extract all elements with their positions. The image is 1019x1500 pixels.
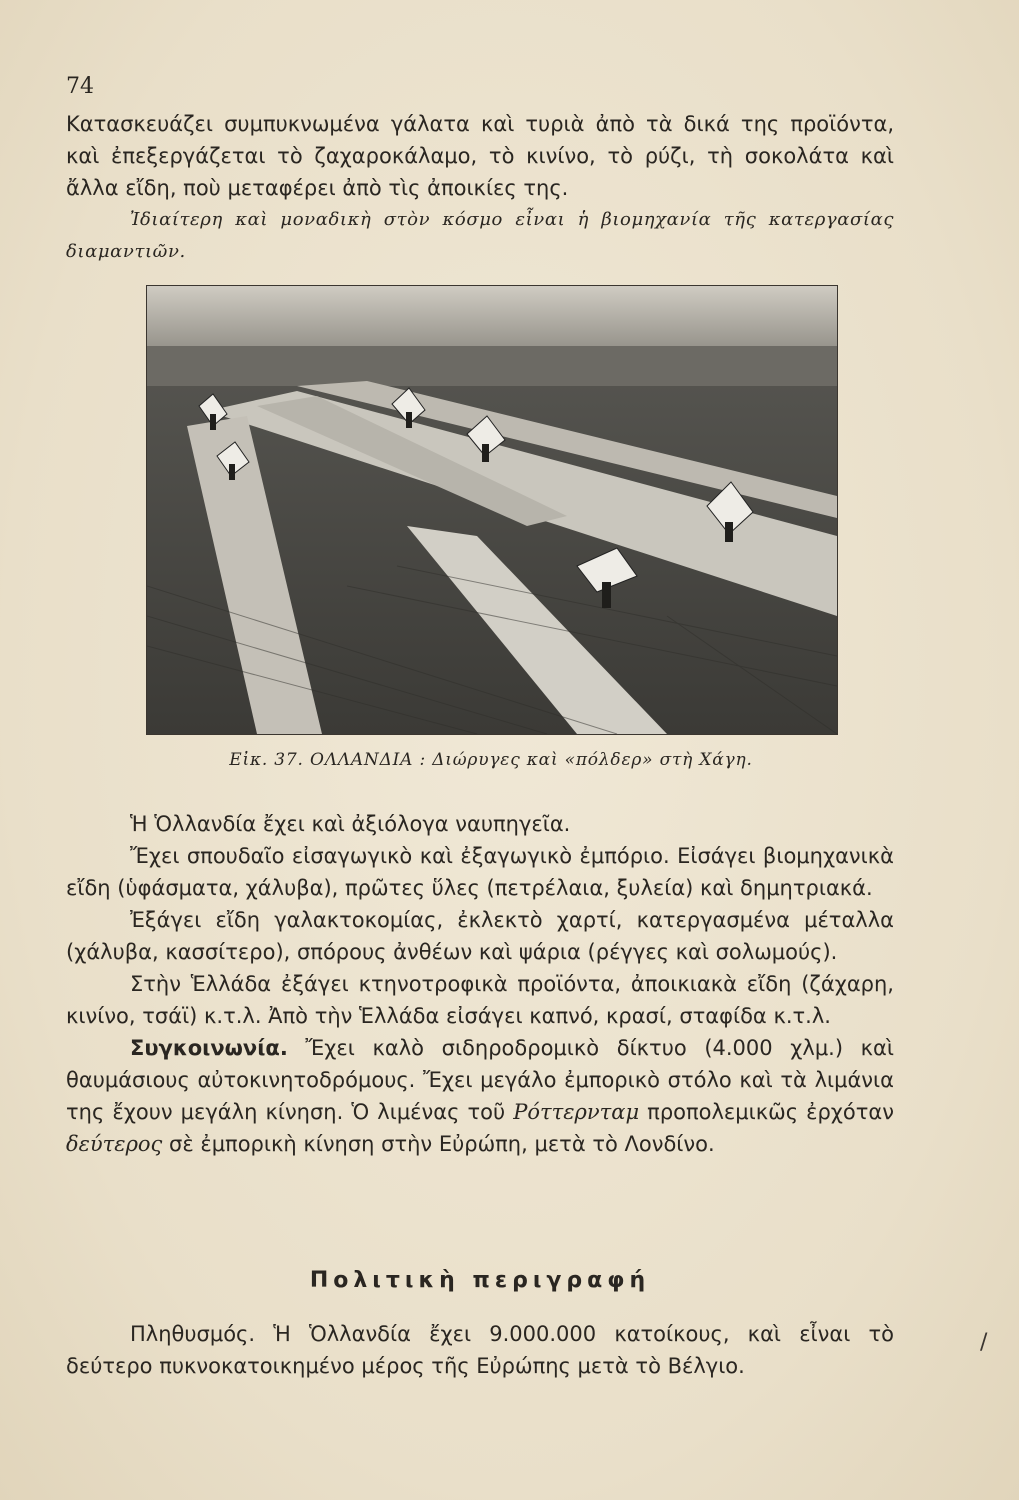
population-paragraph (66, 1318, 894, 1382)
shipyards-paragraph: Ἡ Ὁλλανδία ἔχει καὶ ἀξιόλογα ναυπηγεῖα. (130, 812, 571, 836)
exports-paragraph: Ἐξάγει εἴδη γαλακτοκομίας, ἐκλεκτὸ χαρτί, κατεργασμένα μέταλλα (χάλυβα, κασσίτερο), σπόρους ἀνθέων καὶ ψάρια (ρέγγες καὶ σολωμούς). (66, 908, 894, 964)
trade-paragraph: Ἔχει σπουδαῖο εἰσαγωγικὸ καὶ ἐξαγωγικὸ ἐμπόριο. Εἰσάγει βιομηχανικὰ εἴδη (ὑφάσματα, χάλυβα), πρῶτες ὕλες (πετρέλαια, ξυλεία) καὶ δημητριακά. (66, 844, 894, 900)
figure-photo-canals (146, 285, 838, 735)
second-word: δεύτερος (66, 1132, 163, 1156)
trade-block (66, 808, 894, 1160)
transport-text-c: σὲ ἐμπορικὴ κίνηση στὴν Εὐρώπη, μετὰ τὸ Λονδίνο. (162, 1132, 715, 1156)
population-text: Ἡ Ὁλλανδία ἔχει 9.000.000 κατοίκους, καὶ εἶναι τὸ δεύτερο πυκνοκατοικημένο μέρος τῆς Εὐρώπης μετὰ τὸ Βέλγιο. (66, 1322, 894, 1378)
margin-mark: / (980, 1330, 988, 1355)
intro-paragraph: Κατασκευάζει συμπυκνωμένα γάλατα καὶ τυριὰ ἀπὸ τὰ δικά της προϊόντα, καὶ ἐπεξεργάζεται τὸ ζαχαροκάλαμο, τὸ κινίνο, τὸ ρύζι, τὴ σοκολάτα καὶ ἄλλα εἴδη, ποὺ μεταφέρει ἀπὸ τὶς ἀποικίες της. (66, 112, 894, 200)
transport-paragraph (66, 1032, 894, 1160)
population-block (66, 1318, 894, 1382)
intro-italic-paragraph: Ἰδιαίτερη καὶ μοναδικὴ στὸν κόσμο εἶναι ἡ βιομηχανία τῆς κατεργασίας διαμαντιῶν. (66, 209, 894, 262)
rotterdam-name: Ρόττερνταμ (513, 1100, 640, 1124)
transport-text-a: Ἔχει καλὸ σιδηροδρομικὸ δίκτυο (4.000 χλμ.) καὶ θαυμάσιους αὐτοκινητοδρόμους. Ἔχει μεγάλο ἐμπορικὸ στόλο καὶ τὰ λιμάνια της ἔχουν μεγάλη κίνηση. Ὁ λιμένας τοῦ (66, 1036, 894, 1124)
intro-block (66, 108, 894, 268)
greece-trade-paragraph: Στὴν Ἑλλάδα ἐξάγει κτηνοτροφικὰ προϊόντα, ἀποικιακὰ εἴδη (ζάχαρη, κινίνο, τσάϊ) κ.τ.λ. Ἀπὸ τὴν Ἑλλάδα εἰσάγει καπνό, κρασί, σταφίδα κ.τ.λ. (66, 972, 894, 1028)
section-title: Πολιτικὴ περιγραφή (309, 1268, 651, 1293)
page-number: 74 (66, 74, 94, 99)
figure-caption: Εἰκ. 37. ΟΛΛΑΝΔΙΑ : Διώρυγες καὶ «πόλδερ» στὴ Χάγη. (229, 750, 753, 770)
transport-text-b: προπολεμικῶς ἐρχόταν (639, 1100, 894, 1124)
canal-landscape-illustration (147, 286, 837, 734)
population-heading: Πληθυσμός. (130, 1322, 256, 1346)
transport-heading: Συγκοινωνία. (130, 1036, 288, 1060)
